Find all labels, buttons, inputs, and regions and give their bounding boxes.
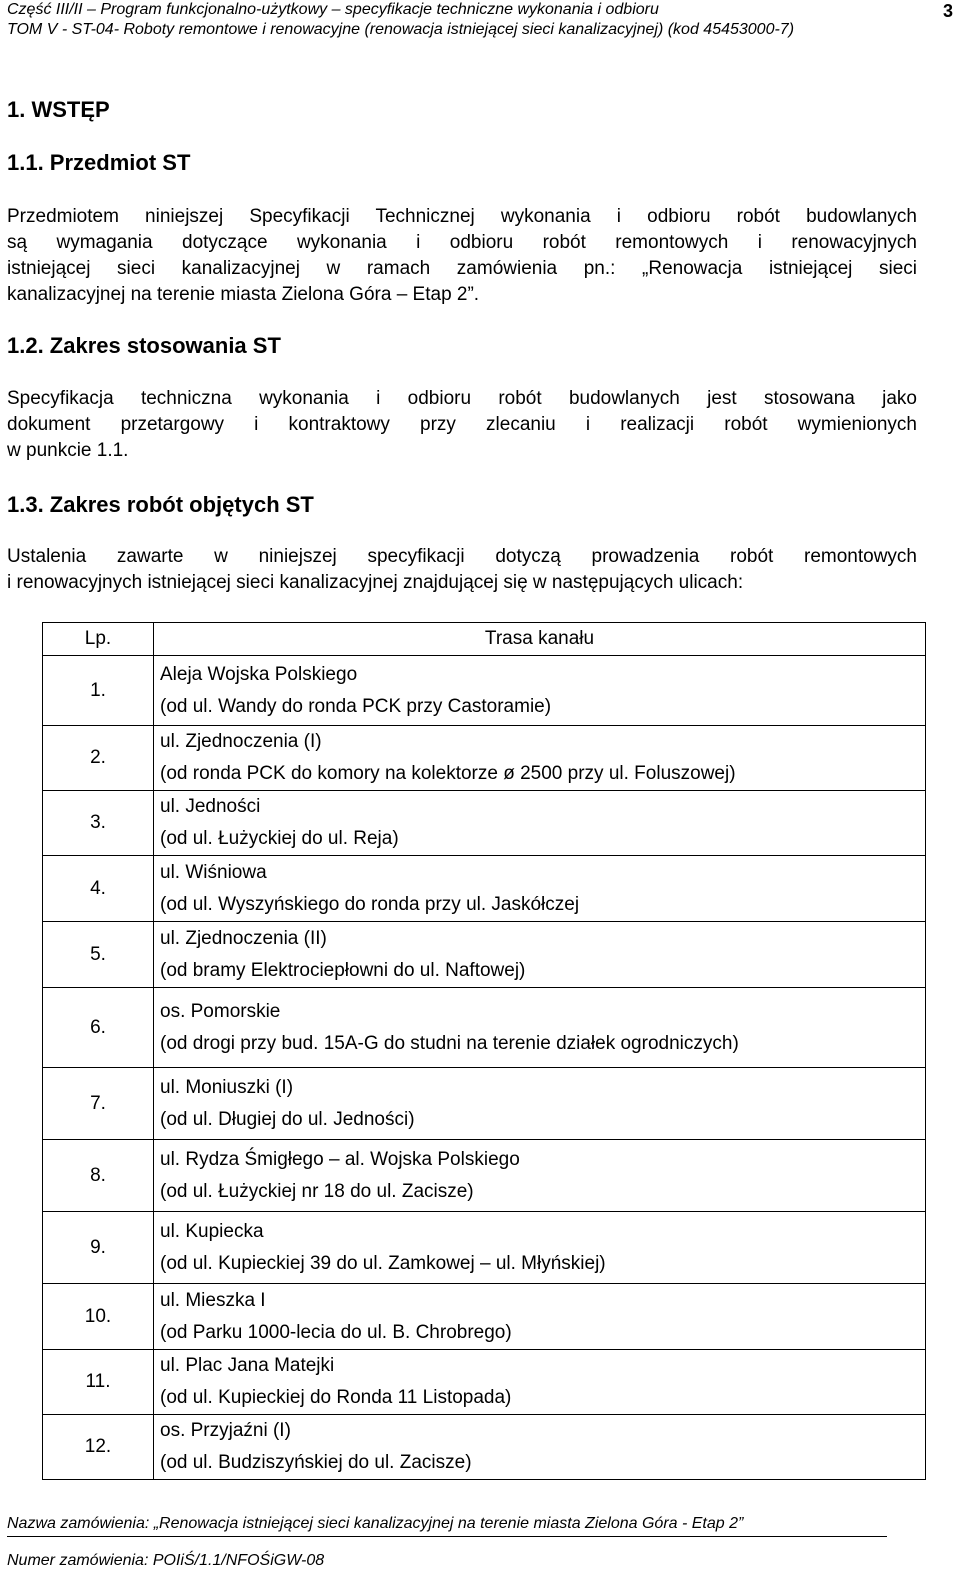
route-street-name: ul. Moniuszki (I) <box>160 1076 294 1098</box>
paragraph-line: i renowacyjnych istniejącej sieci kanalizacyjnej znajdującej się w następujących ulicach: <box>7 572 744 593</box>
route-cell <box>154 1284 926 1350</box>
route-cell <box>154 726 926 791</box>
table-row <box>43 791 926 856</box>
row-number: 7. <box>43 1068 154 1140</box>
route-street-name: os. Pomorskie <box>160 1000 281 1022</box>
footer-divider <box>7 1536 887 1537</box>
paragraph-line: są wymagania dotyczące wykonania i odbioru robót remontowych i renowacyjnych <box>7 232 917 253</box>
paragraph-line: Ustalenia zawarte w niniejszej specyfikacji dotyczą prowadzenia robót remontowych <box>7 546 917 567</box>
table-row <box>43 988 926 1068</box>
route-cell <box>154 656 926 726</box>
table-row <box>43 1284 926 1350</box>
paragraph-line: dokument przetargowy i kontraktowy przy zlecaniu i realizacji robót wymienionych <box>7 414 917 435</box>
paragraph-scope-of-works <box>7 544 917 596</box>
table-header-row <box>43 623 926 656</box>
row-number: 6. <box>43 988 154 1068</box>
section-heading-scope-of-works: 1.3. Zakres robót objętych ST <box>7 492 314 517</box>
route-section-detail: (od ul. Łużyckiej do ul. Reja) <box>160 828 399 849</box>
paragraph-line: w punkcie 1.1. <box>7 440 129 461</box>
table-row <box>43 1140 926 1212</box>
paragraph-scope-of-use <box>7 386 917 464</box>
route-street-name: Aleja Wojska Polskiego <box>160 663 358 685</box>
page-header <box>7 0 953 40</box>
route-section-detail: (od ronda PCK do komory na kolektorze ø 2500 przy ul. Foluszowej) <box>160 763 736 784</box>
table-row <box>43 1415 926 1480</box>
header-document-part: Część III/II – Program funkcjonalno-użytkowy – specyfikacje techniczne wykonania i odbioru <box>7 1 659 18</box>
paragraph-line: Specyfikacja techniczna wykonania i odbioru robót budowlanych jest stosowana jako <box>7 388 917 409</box>
route-street-name: ul. Zjednoczenia (I) <box>160 731 322 752</box>
column-header-lp: Lp. <box>43 623 154 656</box>
table-row <box>43 726 926 791</box>
table-row <box>43 1212 926 1284</box>
route-section-detail: (od Parku 1000-lecia do ul. B. Chrobrego) <box>160 1321 512 1343</box>
row-number: 12. <box>43 1415 154 1480</box>
row-number: 10. <box>43 1284 154 1350</box>
header-volume-title: TOM V - ST-04- Roboty remontowe i renowacyjne (renowacja istniejącej sieci kanalizacyjnej) (kod 45453000-7) <box>7 21 795 38</box>
column-header-route: Trasa kanału <box>154 623 926 656</box>
route-cell <box>154 1212 926 1284</box>
table-row <box>43 922 926 988</box>
section-heading-scope-of-use: 1.2. Zakres stosowania ST <box>7 333 281 358</box>
route-cell <box>154 1350 926 1415</box>
table-body <box>43 656 926 1480</box>
table-row <box>43 856 926 922</box>
row-number: 2. <box>43 726 154 791</box>
route-section-detail: (od ul. Długiej do ul. Jedności) <box>160 1108 415 1130</box>
route-section-detail: (od ul. Budziszyńskiej do ul. Zacisze) <box>160 1452 472 1473</box>
paragraph-line: istniejącej sieci kanalizacyjnej w ramach zamówienia pn.: „Renowacja istniejącej sieci <box>7 258 917 279</box>
page-footer <box>7 1514 887 1571</box>
row-number: 3. <box>43 791 154 856</box>
table-row <box>43 1068 926 1140</box>
route-street-name: ul. Rydza Śmigłego – al. Wojska Polskiego <box>160 1148 520 1170</box>
route-cell <box>154 1140 926 1212</box>
route-street-name: ul. Zjednoczenia (II) <box>160 927 327 949</box>
route-street-name: ul. Plac Jana Matejki <box>160 1355 335 1376</box>
route-street-name: ul. Mieszka I <box>160 1289 266 1311</box>
route-section-detail: (od bramy Elektrociepłowni do ul. Naftowej) <box>160 959 526 981</box>
route-cell <box>154 791 926 856</box>
footer-order-number: Numer zamówienia: POIiŚ/1.1/NFOŚiGW-08 <box>7 1552 325 1569</box>
route-street-name: ul. Kupiecka <box>160 1220 264 1242</box>
sewer-routes-table <box>42 622 926 1480</box>
row-number: 1. <box>43 656 154 726</box>
row-number: 8. <box>43 1140 154 1212</box>
row-number: 4. <box>43 856 154 922</box>
route-street-name: os. Przyjaźni (I) <box>160 1420 291 1441</box>
row-number: 11. <box>43 1350 154 1415</box>
page-number: 3 <box>942 1 953 21</box>
section-heading-introduction: 1. WSTĘP <box>7 97 110 122</box>
route-section-detail: (od ul. Wyszyńskiego do ronda przy ul. Jaskółczej <box>160 893 580 915</box>
footer-order-name: Nazwa zamówienia: „Renowacja istniejącej sieci kanalizacyjnej na terenie miasta Zielona Góra - Etap 2” <box>7 1515 744 1532</box>
row-number: 9. <box>43 1212 154 1284</box>
route-section-detail: (od drogi przy bud. 15A-G do studni na terenie działek ogrodniczych) <box>160 1032 739 1054</box>
paragraph-line: kanalizacyjnej na terenie miasta Zielona Góra – Etap 2”. <box>7 284 480 305</box>
route-section-detail: (od ul. Wandy do ronda PCK przy Castoramie) <box>160 695 552 717</box>
route-street-name: ul. Jedności <box>160 796 261 817</box>
route-cell <box>154 856 926 922</box>
table-row <box>43 656 926 726</box>
paragraph-subject <box>7 204 917 308</box>
row-number: 5. <box>43 922 154 988</box>
route-section-detail: (od ul. Łużyckiej nr 18 do ul. Zacisze) <box>160 1180 474 1202</box>
route-cell <box>154 988 926 1068</box>
route-section-detail: (od ul. Kupieckiej 39 do ul. Zamkowej – ul. Młyńskiej) <box>160 1252 606 1274</box>
route-cell <box>154 1068 926 1140</box>
route-cell <box>154 1415 926 1480</box>
section-heading-subject: 1.1. Przedmiot ST <box>7 150 191 175</box>
route-street-name: ul. Wiśniowa <box>160 861 267 883</box>
paragraph-line: Przedmiotem niniejszej Specyfikacji Technicznej wykonania i odbioru robót budowlanych <box>7 206 917 227</box>
route-cell <box>154 922 926 988</box>
table-row <box>43 1350 926 1415</box>
route-section-detail: (od ul. Kupieckiej do Ronda 11 Listopada) <box>160 1387 512 1408</box>
